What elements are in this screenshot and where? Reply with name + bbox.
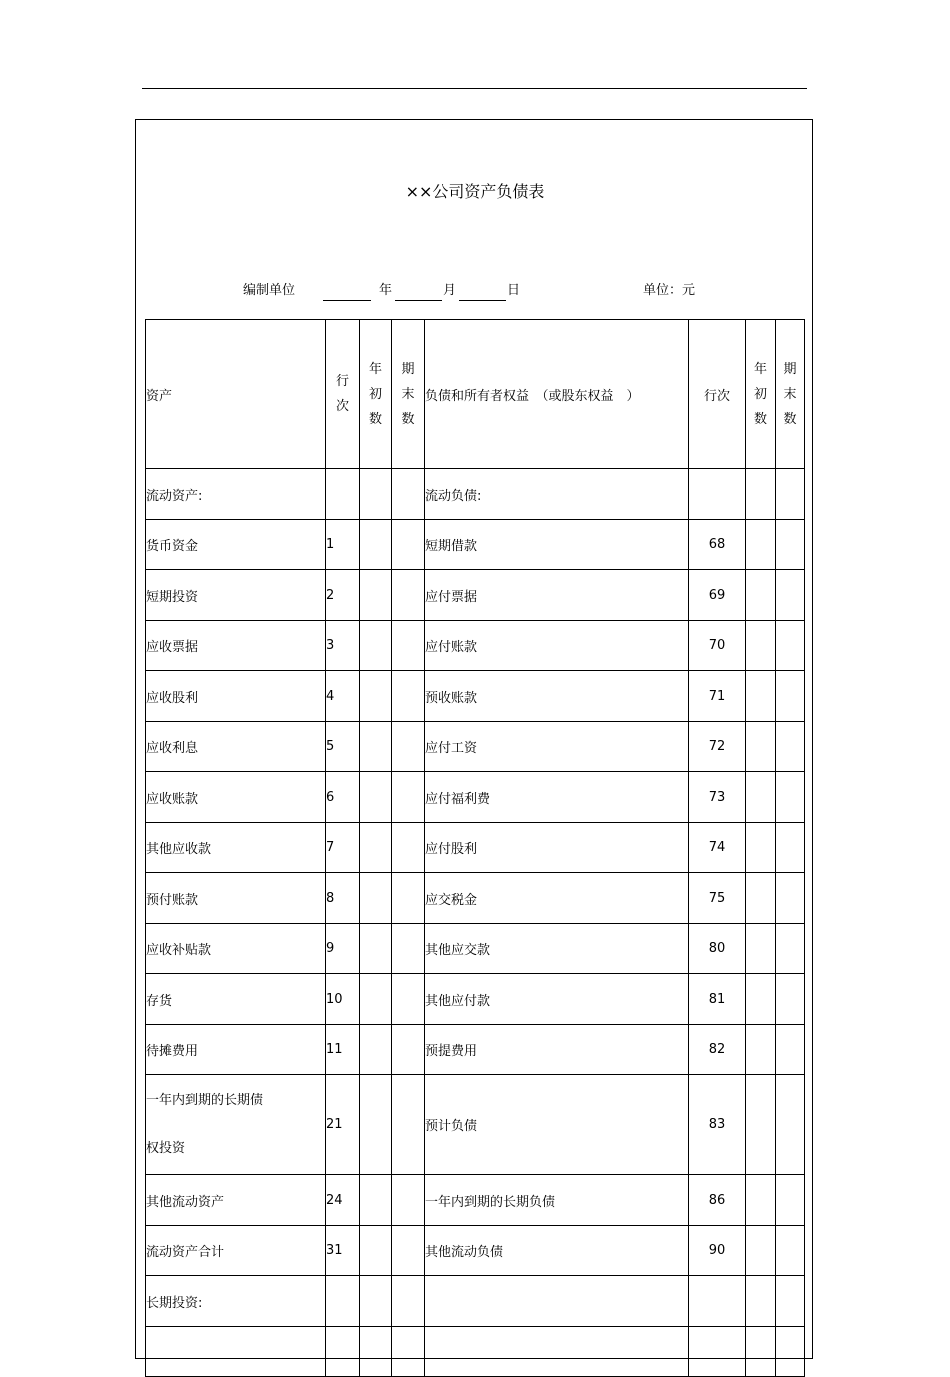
liability-period-end [776, 1025, 805, 1075]
liability-year-begin [746, 924, 776, 974]
liability-name: 应付票据 [425, 570, 689, 621]
liability-year-begin [746, 1075, 776, 1175]
asset-year-begin [360, 1175, 392, 1226]
meta-month: 月 [443, 283, 457, 298]
header-row-no: 行次 [335, 374, 349, 414]
asset-name: 应收票据 [146, 621, 326, 671]
asset-year-begin [360, 1025, 392, 1075]
liability-period-end [776, 772, 805, 823]
asset-name: 其他流动资产 [146, 1175, 326, 1226]
liability-period-end [776, 621, 805, 671]
liability-year-begin [746, 1226, 776, 1276]
liability-row-no [689, 1276, 746, 1327]
asset-name: 流动资产合计 [146, 1226, 326, 1276]
asset-row-no: 2 [326, 570, 360, 621]
asset-period-end [392, 974, 425, 1025]
liability-name: 应付工资 [425, 722, 689, 772]
asset-period-end [392, 621, 425, 671]
asset-name-line: 一年内到期的长期债 [146, 1092, 264, 1108]
asset-row-no [326, 1327, 360, 1377]
liability-row-no: 86 [689, 1175, 746, 1226]
header-period-end: 期末数 [401, 361, 415, 427]
asset-row-no: 3 [326, 621, 360, 671]
asset-period-end [392, 469, 425, 520]
asset-period-end [392, 823, 425, 873]
asset-name: 货币资金 [146, 520, 326, 570]
header-row-no-right: 行次 [689, 320, 746, 469]
asset-row-no: 31 [326, 1226, 360, 1276]
liability-row-no [689, 1327, 746, 1377]
liability-row-no: 75 [689, 873, 746, 924]
asset-period-end [392, 1327, 425, 1377]
asset-year-begin [360, 1327, 392, 1377]
liability-period-end [776, 974, 805, 1025]
table-row [146, 520, 805, 570]
asset-name: 短期投资 [146, 570, 326, 621]
liability-name: 短期借款 [425, 520, 689, 570]
liability-name [425, 1276, 689, 1327]
asset-row-no [326, 469, 360, 520]
liability-row-no: 68 [689, 520, 746, 570]
liability-year-begin [746, 974, 776, 1025]
asset-row-no: 1 [326, 520, 360, 570]
liability-name: 预计负债 [425, 1075, 689, 1175]
header-liability: 负债和所有者权益 （或股东权益 ） [425, 320, 689, 469]
table-row [146, 873, 805, 924]
liability-name: 预收账款 [425, 671, 689, 722]
balance-sheet-table [145, 319, 805, 1377]
header-year-begin-cell [360, 320, 392, 469]
asset-name: 应收补贴款 [146, 924, 326, 974]
asset-row-no: 21 [326, 1075, 360, 1175]
asset-period-end [392, 722, 425, 772]
asset-year-begin [360, 1075, 392, 1175]
table-row [146, 722, 805, 772]
asset-year-begin [360, 1226, 392, 1276]
liability-name: 应付账款 [425, 621, 689, 671]
asset-row-no: 8 [326, 873, 360, 924]
header-asset: 资产 [146, 320, 326, 469]
liability-period-end [776, 1226, 805, 1276]
liability-year-begin [746, 823, 776, 873]
asset-year-begin [360, 722, 392, 772]
liability-year-begin [746, 873, 776, 924]
liability-period-end [776, 924, 805, 974]
header-year-begin: 年初数 [368, 361, 382, 427]
asset-name [146, 1075, 326, 1175]
meta-currency: 单位：元 [643, 283, 696, 298]
liability-year-begin [746, 1025, 776, 1075]
liability-name: 其他流动负债 [425, 1226, 689, 1276]
asset-name: 应收利息 [146, 722, 326, 772]
liability-year-begin [746, 621, 776, 671]
liability-row-no: 90 [689, 1226, 746, 1276]
asset-period-end [392, 873, 425, 924]
asset-period-end [392, 1226, 425, 1276]
liability-period-end [776, 1327, 805, 1377]
header-period-end-right: 期末数 [783, 361, 797, 427]
asset-year-begin [360, 772, 392, 823]
asset-row-no: 6 [326, 772, 360, 823]
liability-year-begin [746, 1276, 776, 1327]
table-row [146, 924, 805, 974]
liability-name: 一年内到期的长期负债 [425, 1175, 689, 1226]
liability-year-begin [746, 671, 776, 722]
liability-row-no: 73 [689, 772, 746, 823]
liability-period-end [776, 1075, 805, 1175]
asset-row-no: 24 [326, 1175, 360, 1226]
table-row [146, 974, 805, 1025]
asset-year-begin [360, 621, 392, 671]
asset-name: 应收股利 [146, 671, 326, 722]
table-row [146, 621, 805, 671]
asset-period-end [392, 570, 425, 621]
asset-row-no: 11 [326, 1025, 360, 1075]
page-title: ××公司资产负债表 [405, 182, 545, 201]
asset-name: 其他应收款 [146, 823, 326, 873]
asset-year-begin [360, 570, 392, 621]
asset-period-end [392, 924, 425, 974]
asset-period-end [392, 671, 425, 722]
liability-year-begin [746, 1327, 776, 1377]
liability-period-end [776, 1175, 805, 1226]
blank-line-year [323, 300, 371, 301]
liability-name: 流动负债: [425, 469, 689, 520]
liability-row-no: 69 [689, 570, 746, 621]
table-row [146, 772, 805, 823]
liability-period-end [776, 671, 805, 722]
liability-row-no: 71 [689, 671, 746, 722]
asset-year-begin [360, 823, 392, 873]
asset-period-end [392, 520, 425, 570]
liability-row-no: 82 [689, 1025, 746, 1075]
asset-year-begin [360, 1276, 392, 1327]
liability-row-no: 80 [689, 924, 746, 974]
liability-period-end [776, 1276, 805, 1327]
liability-year-begin [746, 1175, 776, 1226]
asset-name: 预付账款 [146, 873, 326, 924]
header-period-end-cell [392, 320, 425, 469]
liability-row-no: 72 [689, 722, 746, 772]
liability-name: 其他应付款 [425, 974, 689, 1025]
liability-year-begin [746, 772, 776, 823]
header-year-begin-right-cell [746, 320, 776, 469]
asset-row-no: 4 [326, 671, 360, 722]
blank-line-month [395, 300, 442, 301]
blank-line-day [459, 300, 506, 301]
asset-row-no [326, 1276, 360, 1327]
asset-name: 长期投资: [146, 1276, 326, 1327]
asset-year-begin [360, 924, 392, 974]
top-rule [142, 88, 807, 89]
liability-name: 应交税金 [425, 873, 689, 924]
liability-period-end [776, 722, 805, 772]
table-row [146, 1327, 805, 1377]
liability-name [425, 1327, 689, 1377]
asset-year-begin [360, 974, 392, 1025]
asset-year-begin [360, 469, 392, 520]
table-row [146, 671, 805, 722]
asset-year-begin [360, 873, 392, 924]
liability-name: 其他应交款 [425, 924, 689, 974]
liability-name: 应付股利 [425, 823, 689, 873]
table-row [146, 570, 805, 621]
liability-period-end [776, 873, 805, 924]
table-row [146, 1175, 805, 1226]
asset-period-end [392, 1025, 425, 1075]
liability-row-no [689, 469, 746, 520]
asset-period-end [392, 772, 425, 823]
asset-row-no: 9 [326, 924, 360, 974]
liability-name: 预提费用 [425, 1025, 689, 1075]
table-row [146, 1276, 805, 1327]
liability-row-no: 70 [689, 621, 746, 671]
header-year-begin-right: 年初数 [753, 361, 767, 427]
asset-year-begin [360, 520, 392, 570]
table-row [146, 469, 805, 520]
asset-name-line: 权投资 [146, 1140, 186, 1156]
meta-year: 年 [379, 283, 393, 298]
header-row [146, 320, 805, 469]
meta-day: 日 [507, 283, 521, 298]
asset-name: 流动资产: [146, 469, 326, 520]
liability-period-end [776, 469, 805, 520]
liability-year-begin [746, 570, 776, 621]
table-row [146, 1025, 805, 1075]
liability-period-end [776, 520, 805, 570]
liability-period-end [776, 823, 805, 873]
asset-name: 待摊费用 [146, 1025, 326, 1075]
asset-name [146, 1327, 326, 1377]
asset-year-begin [360, 671, 392, 722]
header-period-end-right-cell [776, 320, 805, 469]
liability-name: 应付福利费 [425, 772, 689, 823]
asset-row-no: 5 [326, 722, 360, 772]
table-row [146, 823, 805, 873]
asset-period-end [392, 1175, 425, 1226]
asset-period-end [392, 1075, 425, 1175]
meta-unit-label: 编制单位 [243, 283, 296, 298]
liability-year-begin [746, 722, 776, 772]
liability-row-no: 81 [689, 974, 746, 1025]
liability-year-begin [746, 520, 776, 570]
liability-year-begin [746, 469, 776, 520]
line-gap [146, 1113, 325, 1137]
liability-row-no: 74 [689, 823, 746, 873]
table-row [146, 1075, 805, 1175]
liability-period-end [776, 570, 805, 621]
table-row [146, 1226, 805, 1276]
asset-row-no: 10 [326, 974, 360, 1025]
asset-name: 存货 [146, 974, 326, 1025]
liability-row-no: 83 [689, 1075, 746, 1175]
header-row-no-cell [326, 320, 360, 469]
asset-name: 应收账款 [146, 772, 326, 823]
asset-period-end [392, 1276, 425, 1327]
asset-row-no: 7 [326, 823, 360, 873]
